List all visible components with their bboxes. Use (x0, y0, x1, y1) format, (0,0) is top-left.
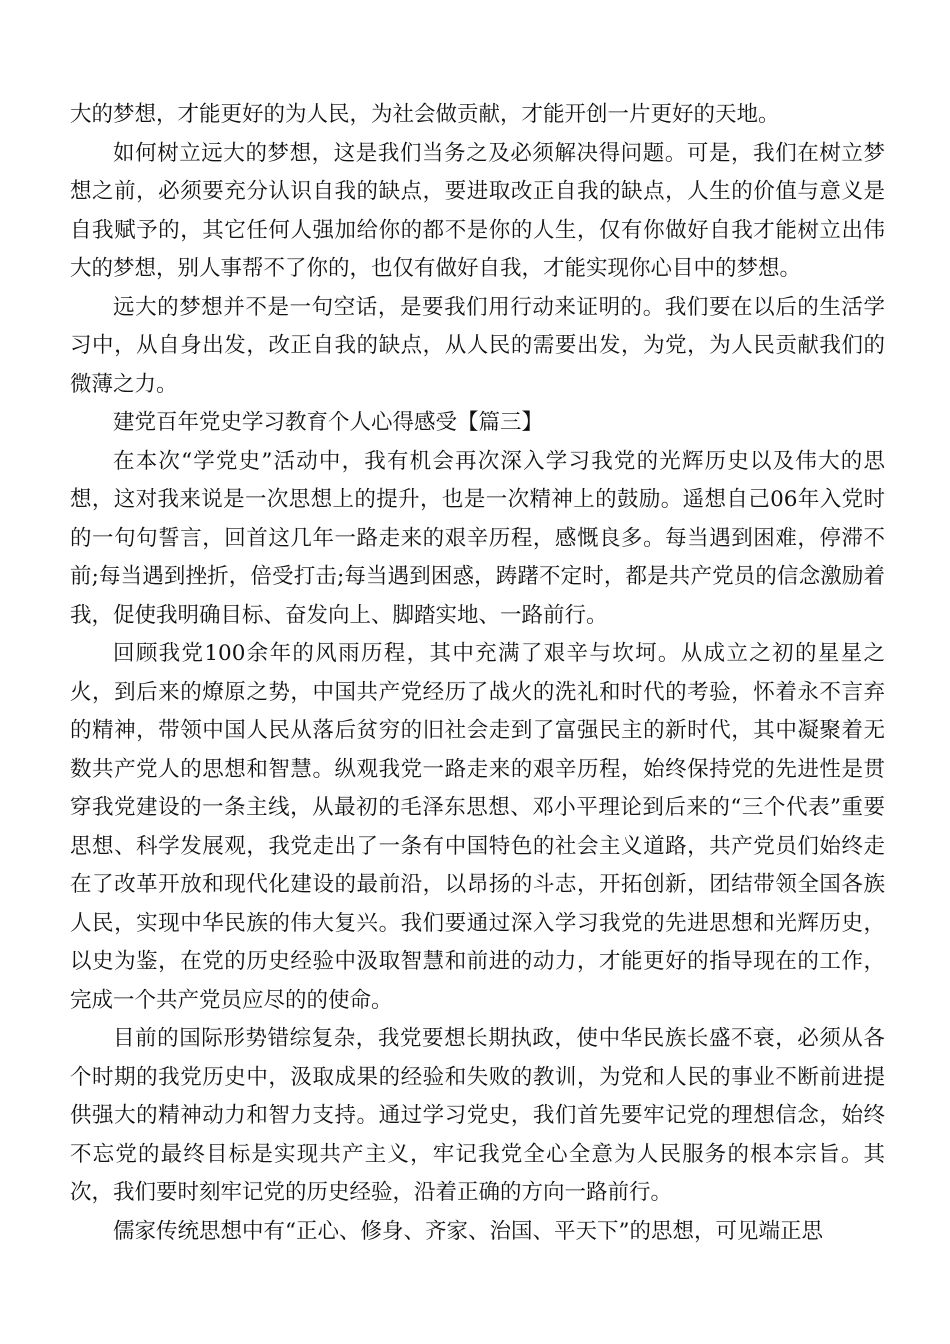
paragraph-continued: 大的梦想，才能更好的为人民，为社会做贡献，才能开创一片更好的天地。 (70, 102, 780, 127)
paragraph: 远大的梦想并不是一句空话，是要我们用行动来证明的。我们要在以后的生活学习中，从自身出发，改正自我的缺点，从人民的需要出发，为党，为人民贡献我们的微薄之力。 (70, 294, 885, 397)
document-body (70, 96, 885, 1251)
paragraph: 回顾我党100余年的风雨历程，其中充满了艰辛与坎坷。从成立之初的星星之火，到后来的燎原之势，中国共产党经历了战火的洗礼和时代的考验，怀着永不言弃的精神，带领中国人民从落后贫穷的旧社会走到了富强民主的新时代，其中凝聚着无数共产党人的思想和智慧。纵观我党一路走来的艰辛历程，始终保持党的先进性是贯穿我党建设的一条主线，从最初的毛泽东思想、邓小平理论到后来的“三个代表”重要思想、科学发展观，我党走出了一条有中国特色的社会主义道路，共产党员们始终走在了改革开放和现代化建设的最前沿，以昂扬的斗志，开拓创新，团结带领全国各族人民，实现中华民族的伟大复兴。我们要通过深入学习我党的先进思想和光辉历史，以史为鉴，在党的历史经验中汲取智慧和前进的动力，才能更好的指导现在的工作，完成一个共产党员应尽的的使命。 (70, 641, 885, 1013)
paragraph: 在本次“学党史”活动中，我有机会再次深入学习我党的光辉历史以及伟大的思想，这对我来说是一次思想上的提升，也是一次精神上的鼓励。遥想自己06年入党时的一句句誓言，回首这几年一路走来的艰辛历程，感慨良多。每当遇到困难，停滞不前;每当遇到挫折，倍受打击;每当遇到困惑，踌躇不定时，都是共产党员的信念激励着我，促使我明确目标、奋发向上、脚踏实地、一路前行。 (70, 448, 885, 628)
paragraph-truncated: 儒家传统思想中有“正心、修身、齐家、治国、平天下”的思想，可见端正思 (113, 1218, 823, 1244)
paragraph: 如何树立远大的梦想，这是我们当务之及必须解决得问题。可是，我们在树立梦想之前，必须要充分认识自我的缺点，要进取改正自我的缺点，人生的价值与意义是自我赋予的，其它任何人强加给你的都不是你的人生，仅有你做好自我才能树立出伟大的梦想，别人事帮不了你的，也仅有做好自我，才能实现你心目中的梦想。 (70, 140, 885, 281)
paragraph: 目前的国际形势错综复杂，我党要想长期执政，使中华民族长盛不衰，必须从各个时期的我党历史中，汲取成果的经验和失败的教训，为党和人民的事业不断前进提供强大的精神动力和智力支持。通过学习党史，我们首先要牢记党的理想信念，始终不忘党的最终目标是实现共产主义，牢记我党全心全意为人民服务的根本宗旨。其次，我们要时刻牢记党的历史经验，沿着正确的方向一路前行。 (70, 1026, 885, 1205)
section-heading: 建党百年党史学习教育个人心得感受【篇三】 (113, 410, 544, 435)
